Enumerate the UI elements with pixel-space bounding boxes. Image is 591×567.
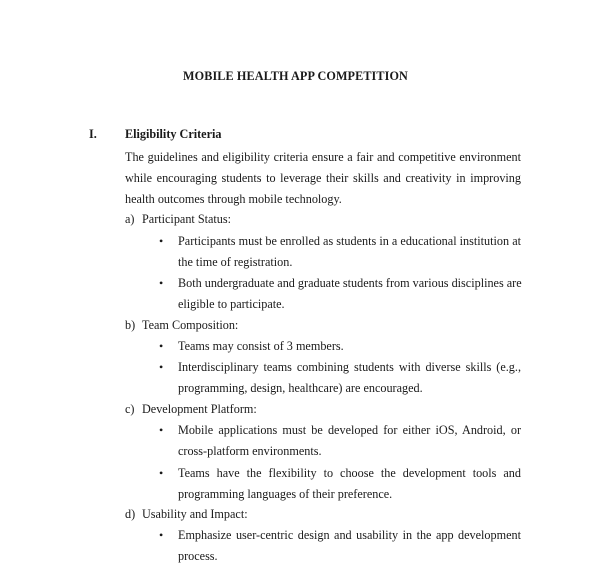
subsection-label: Development Platform: [142, 402, 257, 416]
subsection-label: Usability and Impact: [142, 507, 248, 521]
bullet-icon: • [159, 339, 164, 353]
list-item-line: programming languages of their preference. [178, 487, 393, 501]
intro-line: health outcomes through mobile technology. [125, 192, 342, 206]
document-title: MOBILE HEALTH APP COMPETITION [183, 69, 408, 83]
list-item-text [178, 463, 521, 505]
subsection-letter: c) [125, 402, 135, 416]
subsection-team-composition [125, 315, 238, 336]
list-item-text [178, 525, 521, 567]
list-item-line: process. [178, 549, 218, 563]
list-item-line: Both undergraduate and graduate students from various disciplines are [178, 276, 522, 290]
list-item-line: cross-platform environments. [178, 444, 322, 458]
list-item-text [178, 336, 521, 357]
list-item-text [178, 273, 521, 315]
bullet-icon: • [159, 234, 164, 248]
subsection-label: Team Composition: [142, 318, 239, 332]
subsection-letter: b) [125, 318, 136, 332]
bullet-icon: • [159, 528, 164, 542]
list-item-line: Teams may consist of 3 members. [178, 339, 344, 353]
section-heading: Eligibility Criteria [125, 127, 222, 141]
bullet-icon: • [159, 466, 164, 480]
subsection-label: Participant Status: [142, 212, 232, 226]
list-item-text [178, 357, 521, 399]
section-number: I. [89, 127, 97, 141]
list-item-line: programming, design, healthcare) are encouraged. [178, 381, 423, 395]
subsection-letter: d) [125, 507, 136, 521]
list-item-line: eligible to participate. [178, 297, 285, 311]
bullet-icon: • [159, 276, 164, 290]
bullet-icon: • [159, 423, 164, 437]
section-intro-paragraph [125, 147, 521, 210]
intro-line: while encouraging students to leverage their skills and creativity in improving [125, 171, 521, 185]
list-item-line: Interdisciplinary teams combining students with diverse skills (e.g., [178, 360, 521, 374]
list-item-text [178, 231, 521, 273]
subsection-letter: a) [125, 212, 135, 226]
subsection-development-platform [125, 399, 257, 420]
list-item-line: the time of registration. [178, 255, 293, 269]
intro-line: The guidelines and eligibility criteria ensure a fair and competitive environment [125, 150, 521, 164]
bullet-icon: • [159, 360, 164, 374]
list-item-line: Emphasize user-centric design and usability in the app development [178, 528, 521, 542]
list-item-text [178, 420, 521, 462]
subsection-usability-impact [125, 504, 248, 525]
list-item-line: Mobile applications must be developed for either iOS, Android, or [178, 423, 521, 437]
subsection-participant-status [125, 209, 231, 230]
list-item-line: Participants must be enrolled as students in a educational institution at [178, 234, 521, 248]
list-item-line: Teams have the flexibility to choose the development tools and [178, 466, 521, 480]
